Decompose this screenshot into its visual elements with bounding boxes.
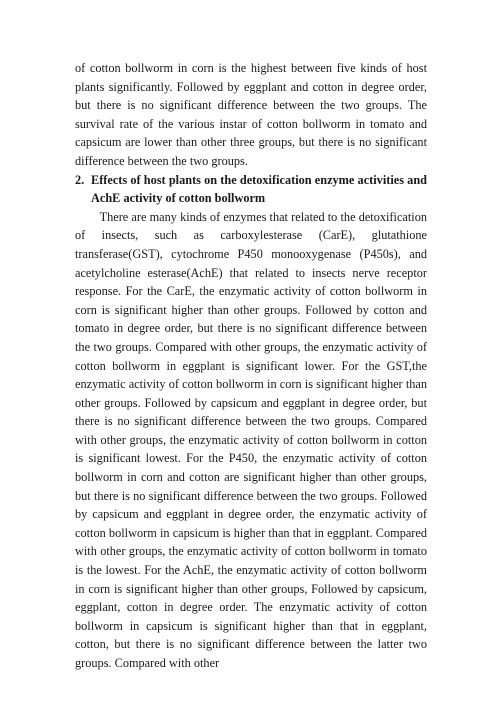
section-number: 2. <box>75 172 85 187</box>
section-heading <box>75 171 427 208</box>
paragraph-enzyme-activity: There are many kinds of enzymes that related to the detoxification of insects, such as carboxylesterase (CarE), glutathione transferase(GST), cytochrome P450 monooxygenase (P450s), and acetylcholine esterase(AchE) that related to insects nerve receptor response. For the CarE, the enzymatic activity of cotton bollworm in corn is significant higher than other groups. Followed by cotton and tomato in degree order, but there is no significant difference between the two groups. Compared with other groups, the enzymatic activity of cotton bollworm in eggplant is significant lower. For the GST,the enzymatic activity of cotton bollworm in corn is significant higher than other groups. Followed by capsicum and eggplant in degree order, but there is no significant difference between the two groups. Compared with other groups, the enzymatic activity of cotton bollworm in cotton is significant lowest. For the P450, the enzymatic activity of cotton bollworm in corn and cotton are significant higher than other groups, but there is no significant difference between the two groups. Followed by capsicum and eggplant in degree order, the enzymatic activity of cotton bollworm in capsicum is higher than that in eggplant. Compared with other groups, the enzymatic activity of cotton bollworm in tomato is the lowest. For the AchE, the enzymatic activity of cotton bollworm in corn is significant higher than other groups, Followed by capsicum, eggplant, cotton in degree order. The enzymatic activity of cotton bollworm in capsicum is significant higher than that in eggplant, cotton, but there is no significant difference between the latter two groups. Compared with other <box>75 209 427 670</box>
section-title: Effects of host plants on the detoxification enzyme activities and AchE activity of cotton bollworm <box>91 172 427 206</box>
paragraph-survival-rate: of cotton bollworm in corn is the highest between five kinds of host plants significantly. Followed by eggplant and cotton in degree order, but there is no significant difference between the two groups. The survival rate of the various instar of cotton bollworm in tomato and capsicum are lower than other three groups, but there is no significant difference between the two groups. <box>75 61 427 168</box>
document-page <box>75 59 427 673</box>
